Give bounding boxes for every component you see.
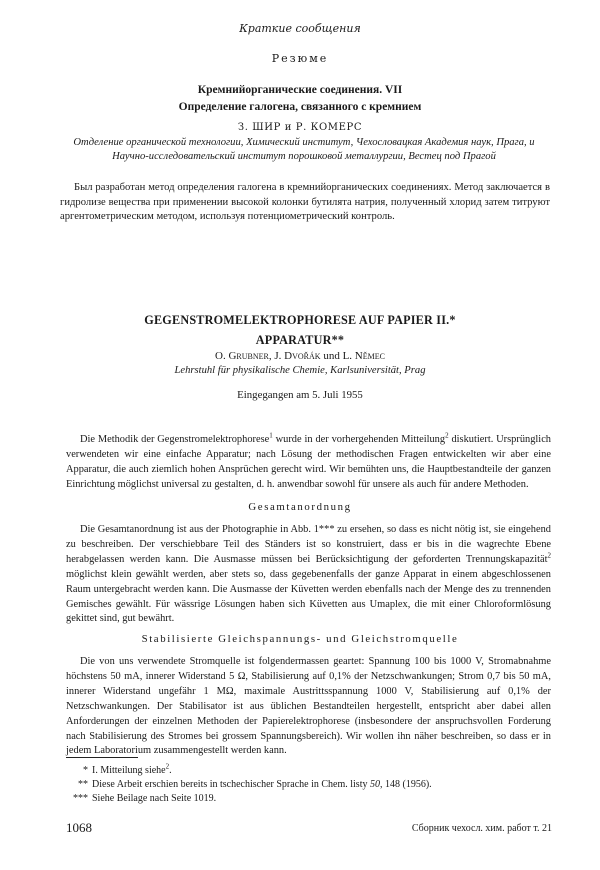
summary-title — [0, 82, 600, 116]
footnote — [66, 764, 551, 778]
page-number: 1068 — [66, 820, 92, 835]
summary-title-line-2: Определение галогена, связанного с кремнием — [178, 101, 422, 113]
section-heading: Stabilisierte Gleichspannungs- und Gleichstromquelle — [141, 633, 459, 645]
author-separator: , — [268, 350, 275, 362]
article-authors — [0, 350, 600, 362]
footnote-marker: ** — [78, 779, 88, 790]
author-name: O. Grubner — [215, 350, 269, 362]
summary-abstract: Был разработан метод определения галогена в кремнийорганических соединениях. Метод заключается в гидролизе вещества при применении высокой колонки бутилята натрия, полученный хлорид затем титруют аргентометрическим методом, используя потенциометрический контроль. — [60, 182, 550, 222]
text-run: möglichst klein gewählt werden, aber stets so, dass gegebenenfalls der ganze Apparat in einem abgeschlossenen Raum untergebracht werden kann. Die Ausmasse der Küvetten werden ebenfalls nach der Menge des zu trennenden Gemisches gewählt. Für wässrige Lösungen haben sich Küvetten aus Umaplex, die mit einer Chloroformlösung gekittet sind, gut bewährt. — [66, 568, 551, 625]
received-date: Eingegangen am 5. Juli 1955 — [237, 389, 363, 401]
summary-affiliation: Отделение органической технологии, Химический институт, Чехословацкая Академия наук, Прага, и Научно-исследовательский институт порошковой металлургии, Вестец под Прагой — [73, 137, 535, 162]
footnote — [66, 792, 551, 806]
volume-number: 50 — [369, 779, 380, 790]
footnote-marker: * — [83, 765, 88, 776]
footnote-text: , 148 (1956). — [379, 779, 432, 790]
section-heading: Gesamtanordnung — [248, 501, 352, 513]
footnote-text: Siehe Beilage nach Seite 1019. — [92, 793, 217, 804]
footnote-rule — [66, 757, 138, 758]
text-run: wurde in der vorhergehenden Mitteilung — [272, 434, 446, 445]
footnote-text: I. Mitteilung siehe — [92, 765, 166, 776]
intro-paragraph — [66, 433, 551, 493]
running-head: Краткие сообщения — [239, 22, 361, 35]
author-separator: und — [320, 350, 343, 362]
author-name: L. Němec — [342, 350, 385, 362]
section-paragraph: Die von uns verwendete Stromquelle ist folgendermassen geartet: Spannung 100 bis 1000 V, Stromabnahme höchstens 50 mA, innerer Widerstand 5 Ω, Stabilisierung auf 0,1% der Netzschwankungen; Strom 0,7 bis 50 mA, innerer Widerstand ungefähr 1 MΩ, maximale Austrittsspannung 1000 V, Stabilisierung auf 0,1% der Netzschwankungen. Der Stabilisator ist aus üblichen Bestandteilen hergestellt, entspricht aber dabei allen Anforderungen der einzelnen Methoden der Papierelektrophorese (insbesondere der anspruchsvollen Forderung nach Stabilisierung des Stromes bei grossem Spannungsbereich). Wir wollen ihn näher beschreiben, so dass er in jedem Laboratorium zusammengestellt werden kann. — [66, 656, 551, 757]
reference-marker: 2 — [547, 551, 551, 560]
article-title — [0, 310, 600, 350]
summary-title-line-1: Кремнийорганические соединения. VII — [197, 84, 403, 96]
summary-authors: З. ШИР и Р. КОМЕРС — [237, 122, 363, 133]
article-title-line-1: GEGENSTROMELEKTROPHORESE AUF PAPIER II.* — [144, 313, 456, 327]
footnote-marker: *** — [73, 793, 88, 804]
author-name: J. Dvořák — [274, 350, 321, 362]
article-affiliation: Lehrstuhl für physikalische Chemie, Karlsuniversität, Prag — [174, 365, 426, 376]
text-run: diskutiert. Ursprünglich verwendeten wir eine einfache Apparatur; nach Lösung der methodischen Fragen entwickelten wir aber eine Apparatur, die auch ziemlich hohen Ansprüchen gerecht wird. Wir bemühten uns, die Hauptbestandteile der ganzen Einrichtung möglichst universal zu gestalten, d. h. anwendbar sowohl für unsere als auch für andere Methoden. — [66, 434, 552, 490]
reference-marker: 2 — [445, 431, 449, 440]
text-run: Die Methodik der Gegenstromelektrophorese — [80, 434, 270, 445]
text-run: Die Gesamtanordnung ist aus der Photographie in Abb. 1*** — [80, 524, 335, 535]
text-run: zu ersehen, so dass es nicht nötig ist, sie eingehend zu beschreiben. Der verschiebbare Teil des Ständers ist so konstruiert, dass er bis in die wagrechte Ebene herabgelassen werden kann. Die Ausmasse müssen bei Berücksichtigung der geforderten Trennungskapazität — [66, 524, 551, 565]
section-paragraph — [66, 523, 551, 627]
article-title-line-2: APPARATUR** — [255, 333, 345, 347]
footnote-text: . — [169, 765, 172, 776]
reference-marker: 2 — [165, 762, 170, 771]
footnote — [66, 778, 551, 792]
journal-name: Сборник чехосл. хим. работ т. 21 — [411, 823, 552, 834]
summary-section-label: Резюме — [271, 52, 329, 65]
footnote-text: Diese Arbeit erschien bereits in tschechischer Sprache in Chem. listy — [92, 779, 370, 790]
reference-marker: 1 — [269, 431, 273, 440]
